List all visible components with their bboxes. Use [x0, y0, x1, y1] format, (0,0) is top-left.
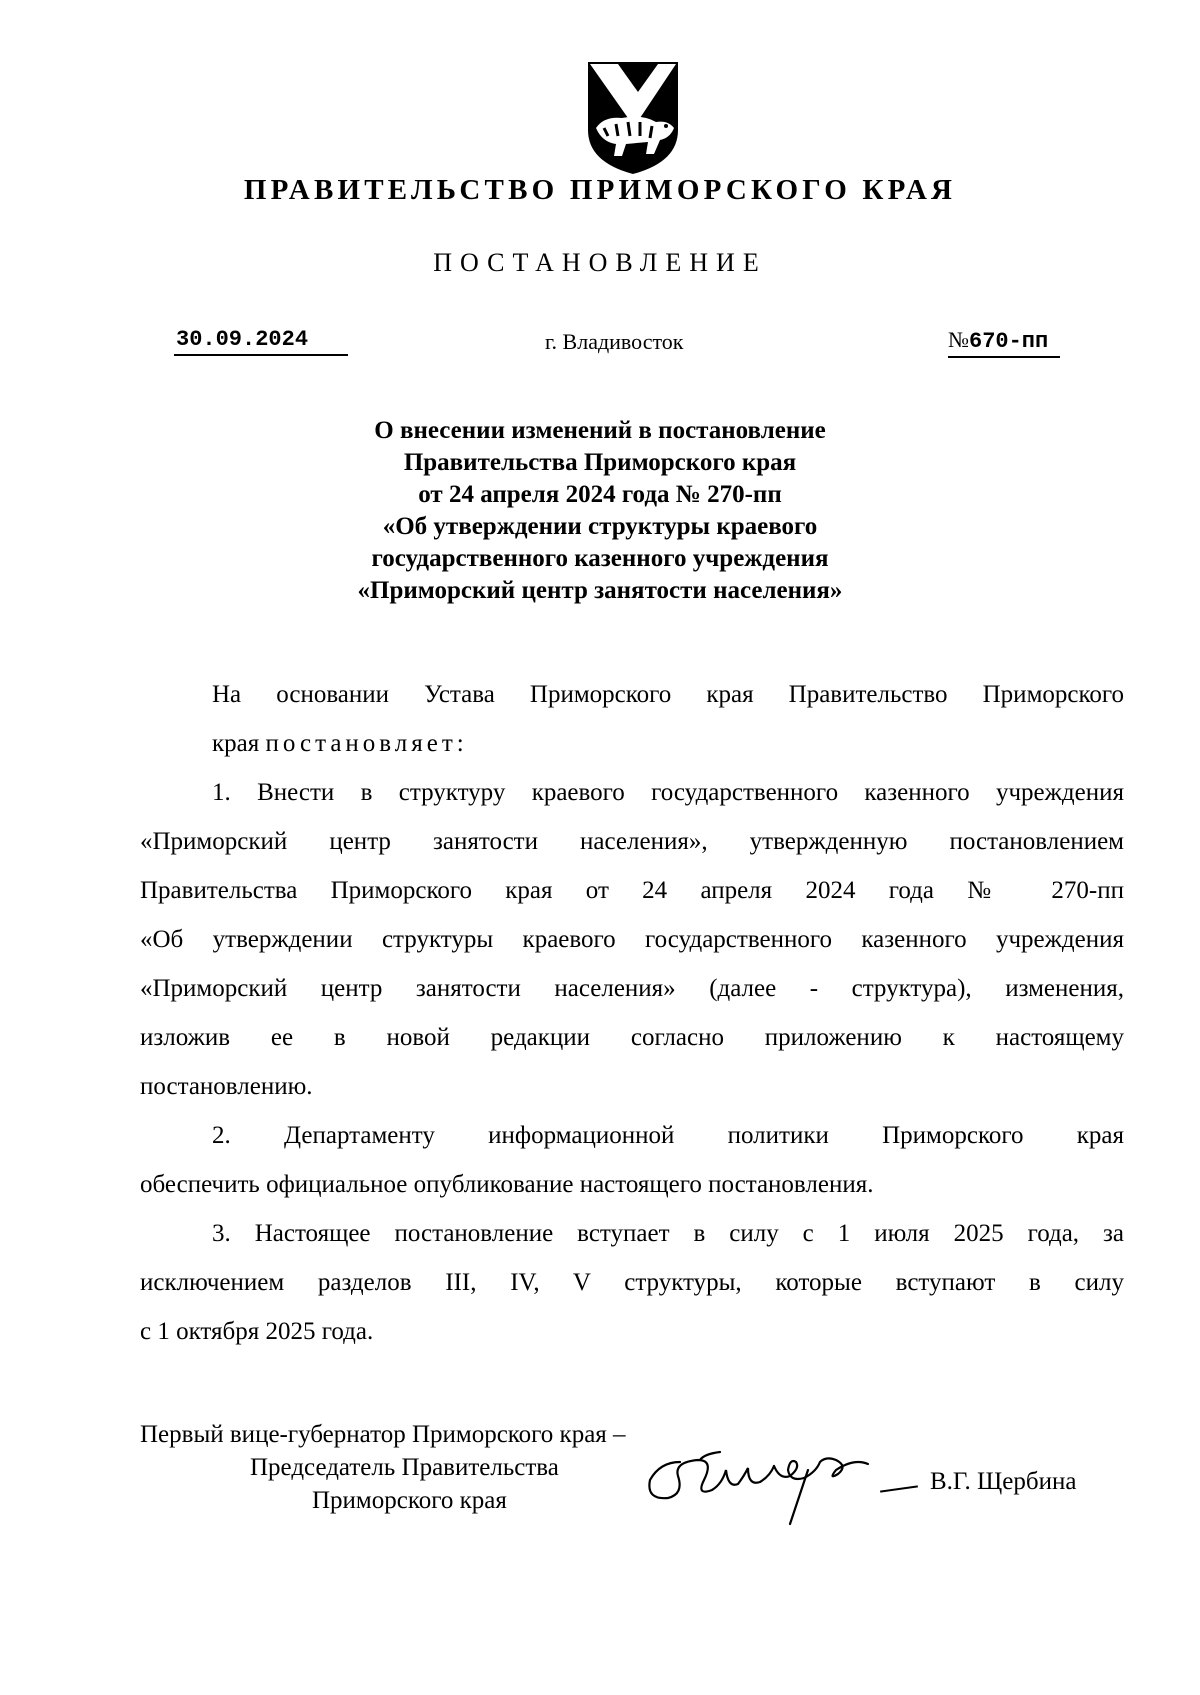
preamble-verb: постановляет: — [265, 730, 468, 757]
subject-line: «Приморский центр занятости населения» — [357, 577, 843, 604]
item-1-line: «Приморский центр занятости населения», утвержденную постановлением — [140, 828, 1124, 855]
signatory-name: В.Г. Щербина — [930, 1468, 1077, 1495]
item-1-line: изложив ее в новой редакции согласно приложению к настоящему — [140, 1024, 1124, 1051]
item-2-line: 2. Департаменту информационной политики Приморского края — [212, 1122, 1124, 1149]
preamble-line: На основании Устава Приморского края Правительство Приморского — [212, 681, 1124, 708]
document-body — [140, 670, 1124, 1356]
position-line: Председатель Правительства — [250, 1454, 559, 1481]
subject-line: «Об утверждении структуры краевого — [382, 513, 818, 540]
item-1-line: Правительства Приморского края от 24 апреля 2024 года № 270-пп — [140, 877, 1124, 904]
number-prefix: № — [948, 327, 969, 352]
preamble-word: края — [212, 730, 260, 757]
document-number — [948, 326, 1060, 358]
item-1 — [140, 768, 1124, 1111]
item-1-line: постановлению. — [140, 1073, 313, 1100]
subject-line: государственного казенного учреждения — [371, 545, 829, 572]
document-subject — [250, 415, 950, 607]
item-3-line: с 1 октября 2025 года. — [140, 1318, 374, 1345]
item-3 — [140, 1209, 1124, 1356]
subject-line: Правительства Приморского края — [403, 449, 797, 476]
item-1-line: «Об утверждении структуры краевого государственного казенного учреждения — [140, 926, 1124, 953]
item-3-line: исключением разделов III, IV, V структуры, которые вступают в силу — [140, 1269, 1124, 1296]
government-title: ПРАВИТЕЛЬСТВО ПРИМОРСКОГО КРАЯ — [243, 174, 957, 206]
preamble-line — [140, 719, 1124, 768]
item-2-line: обеспечить официальное опубликование настоящего постановления. — [140, 1171, 874, 1198]
document-type: ПОСТАНОВЛЕНИЕ — [433, 248, 767, 277]
number-value: 670-пп — [969, 329, 1049, 354]
item-1-line: «Приморский центр занятости населения» (далее - структура), изменения, — [140, 975, 1124, 1002]
item-3-line: 3. Настоящее постановление вступает в силу с 1 июля 2025 года, за — [212, 1220, 1124, 1247]
coat-of-arms-icon — [582, 58, 684, 176]
position-line: Первый вице-губернатор Приморского края – — [140, 1421, 626, 1448]
position-line: Приморского края — [312, 1487, 507, 1514]
document-date: 30.09.2024 — [174, 326, 348, 356]
item-1-line: 1. Внести в структуру краевого государственного казенного учреждения — [212, 779, 1124, 806]
preamble — [140, 670, 1124, 768]
subject-line: от 24 апреля 2024 года № 270-пп — [418, 481, 782, 508]
signatory-position — [140, 1418, 626, 1517]
handwritten-signature — [640, 1440, 900, 1530]
subject-line: О внесении изменений в постановление — [374, 417, 826, 444]
document-city: г. Владивосток — [545, 329, 684, 354]
item-2 — [140, 1111, 1124, 1209]
